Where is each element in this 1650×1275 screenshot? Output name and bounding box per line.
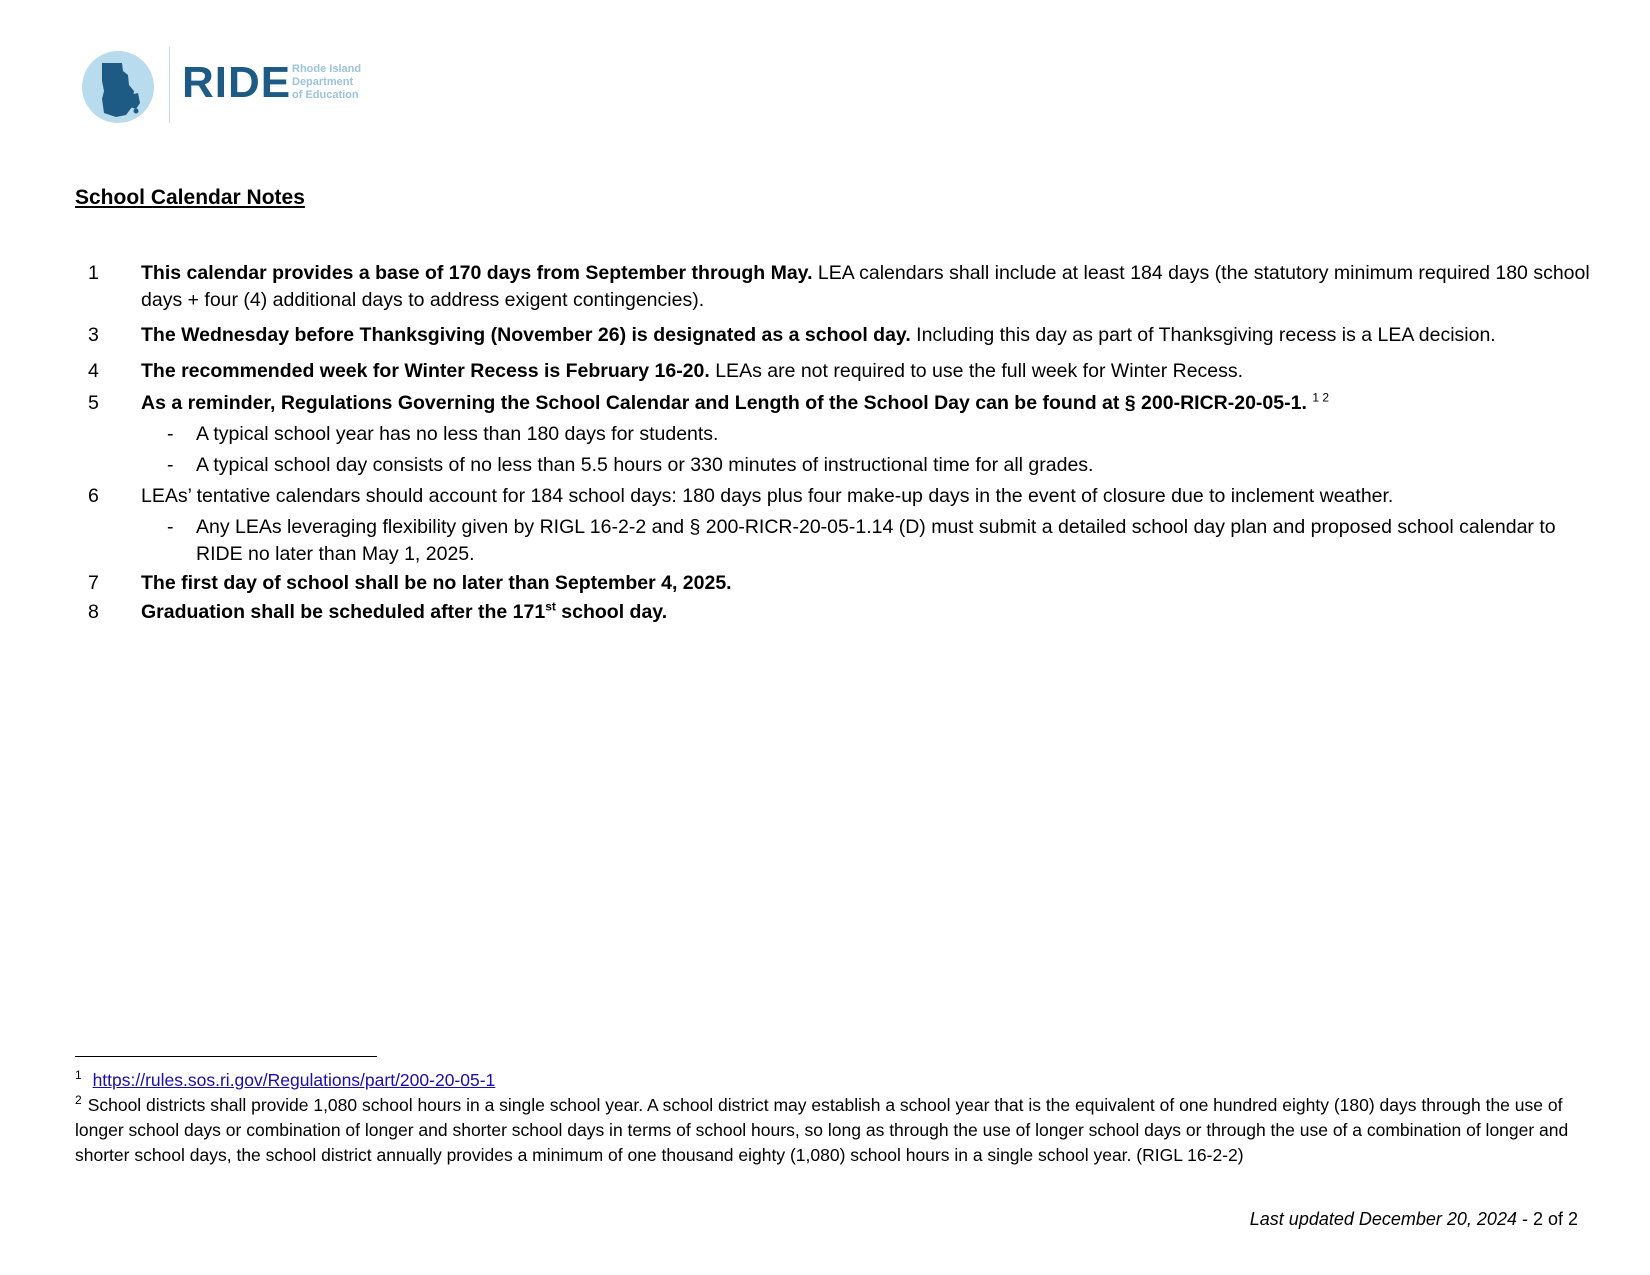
note-item-8 bbox=[75, 599, 1595, 626]
ordinal-suffix: st bbox=[545, 599, 556, 614]
note-number: 5 bbox=[88, 392, 99, 414]
footnote-text: School districts shall provide 1,080 school hours in a single school year. A school district may establish a school year that is the equivalent of one hundred eighty (180) days through the use of longer school days or combination of longer and shorter school days in terms of school hours, so long as through the use of longer school days or through the use of a combination of longer and shorter school days, the school district annually provides a minimum of one thousand eighty (1,080) school hours in a single school year. (RIGL 16-2-2) bbox=[75, 1095, 1569, 1165]
note-bold-pre: Graduation shall be scheduled after the 171 bbox=[141, 601, 546, 623]
sub-item-text: A typical school year has no less than 180 days for students. bbox=[196, 423, 719, 445]
footnote-number: 2 bbox=[75, 1093, 82, 1108]
note-bold-post: school day. bbox=[555, 601, 668, 623]
note-item-4 bbox=[75, 358, 1595, 385]
note-number: 8 bbox=[88, 601, 99, 623]
logo-subtitle-line: of Education bbox=[292, 89, 359, 101]
logo-wordmark: RIDE bbox=[182, 58, 292, 107]
logo-subtitle bbox=[292, 63, 361, 102]
note-item-7 bbox=[75, 570, 1595, 597]
bullet-dash: - bbox=[167, 454, 174, 476]
last-updated: Last updated December 20, 2024 bbox=[1249, 1209, 1517, 1229]
page-number: - 2 of 2 bbox=[1516, 1209, 1578, 1229]
note-sub-item bbox=[75, 514, 1595, 568]
note-bold-text: The Wednesday before Thanksgiving (November 26) is designated as a school day. bbox=[141, 324, 911, 346]
footnote-1 bbox=[75, 1068, 1595, 1093]
note-number: 7 bbox=[88, 572, 99, 594]
note-bold-text: The recommended week for Winter Recess is February 16-20. bbox=[141, 360, 710, 382]
note-bold-text: As a reminder, Regulations Governing the School Calendar and Length of the School Day can be found at § 200-RICR-20-05-1. bbox=[141, 392, 1307, 414]
note-bold-text: The first day of school shall be no later than September 4, 2025. bbox=[141, 572, 732, 594]
rhode-island-map-icon bbox=[82, 51, 154, 123]
note-number: 6 bbox=[88, 485, 99, 507]
regulations-link[interactable]: https://rules.sos.ri.gov/Regulations/part/200-20-05-1 bbox=[92, 1070, 496, 1090]
ride-logo bbox=[82, 47, 382, 127]
note-sub-item bbox=[75, 452, 1595, 479]
note-item-1 bbox=[75, 260, 1595, 314]
footnote-separator bbox=[75, 1056, 377, 1057]
note-number: 1 bbox=[88, 262, 99, 284]
note-bold-text bbox=[141, 601, 667, 623]
page-footer bbox=[1250, 1209, 1578, 1230]
sub-item-text: Any LEAs leveraging flexibility given by RIGL 16-2-2 and § 200-RICR-20-05-1.14 (D) must submit a detailed school day plan and proposed school calendar to RIDE no later than May 1, 2025. bbox=[196, 516, 1556, 565]
note-sub-item bbox=[75, 421, 1595, 448]
page-title: School Calendar Notes bbox=[75, 186, 305, 209]
notes-list bbox=[75, 260, 1595, 626]
footnotes bbox=[75, 1068, 1595, 1168]
bullet-dash: - bbox=[167, 516, 174, 538]
note-item-5 bbox=[75, 390, 1595, 417]
logo-subtitle-line: Rhode Island bbox=[292, 63, 362, 75]
note-text: LEAs are not required to use the full week for Winter Recess. bbox=[709, 360, 1244, 382]
note-text: LEAs’ tentative calendars should account for 184 school days: 180 days plus four make-up days in the event of closure due to inclement weather. bbox=[141, 485, 1394, 507]
logo-divider bbox=[169, 47, 170, 123]
note-bold-text: This calendar provides a base of 170 days from September through May. bbox=[141, 262, 813, 284]
footnote-number: 1 bbox=[75, 1068, 82, 1083]
note-number: 4 bbox=[88, 360, 99, 382]
note-text: Including this day as part of Thanksgiving recess is a LEA decision. bbox=[910, 324, 1496, 346]
logo-subtitle-line: Department bbox=[292, 76, 354, 88]
footnote-ref: 1 2 bbox=[1312, 390, 1329, 405]
sub-item-text: A typical school day consists of no less than 5.5 hours or 330 minutes of instructional time for all grades. bbox=[196, 454, 1094, 476]
note-text: LEA calendars shall include at least 184 days (the statutory minimum required 180 school days + four (4) additional days to address exigent contingencies). bbox=[141, 262, 1590, 311]
footnote-2 bbox=[75, 1093, 1595, 1168]
note-item-6 bbox=[75, 483, 1595, 510]
note-number: 3 bbox=[88, 324, 99, 346]
bullet-dash: - bbox=[167, 423, 174, 445]
note-item-3 bbox=[75, 322, 1595, 349]
